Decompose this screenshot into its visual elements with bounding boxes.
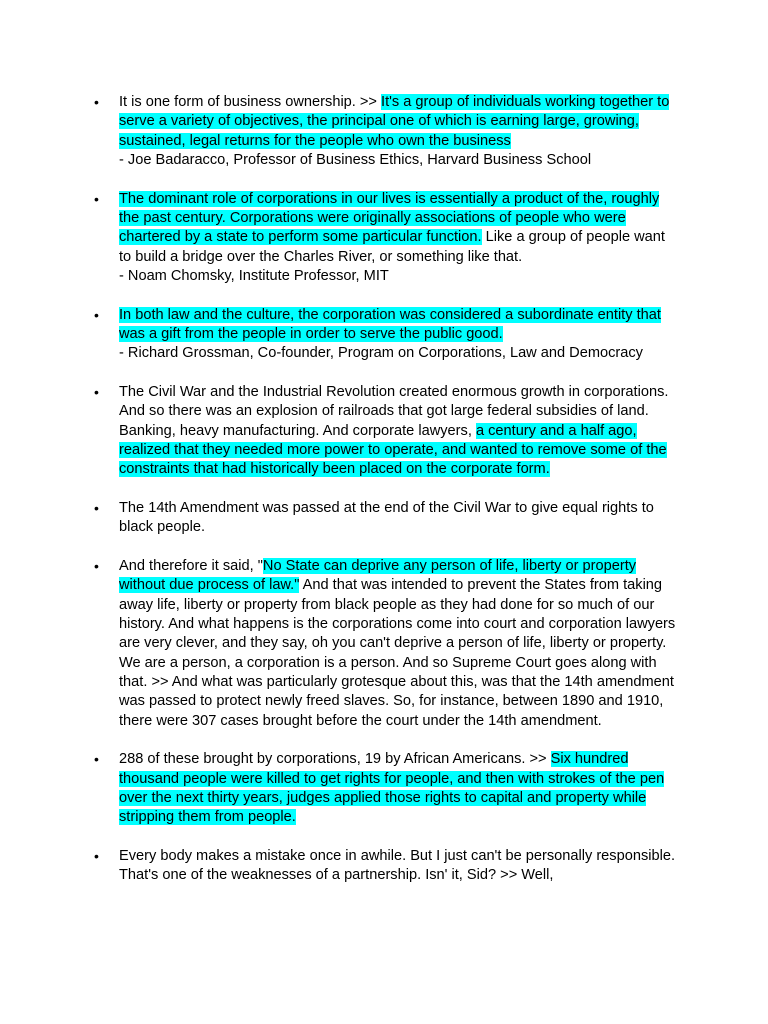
- list-item: [0, 190, 768, 286]
- highlighted-text: No State can deprive any person of life, liberty or property without due process of law.": [119, 558, 637, 594]
- list-item: [0, 750, 768, 827]
- bullet-icon: •: [94, 384, 99, 401]
- body-text: The 14th Amendment was passed at the end of the Civil War to give equal rights to black people.: [119, 500, 654, 536]
- body-text: And that was intended to prevent the States from taking away life, liberty or property from black people as they had done for so much of our history. And what happens is the corporations come into court and corporation lawyers are very clever, and they say, oh you can't deprive a person of life, liberty or property. We are a person, a corporation is a person. And so Supreme Court goes along with that. >> And what was particularly grotesque about this, was that the 14th amendment was passed to protect newly freed slaves. So, for instance, between 1890 and 1910, there were 307 cases brought before the court under the 14th amendment.: [119, 577, 676, 729]
- body-text: - Richard Grossman, Co-founder, Program on Corporations, Law and Democracy: [119, 345, 643, 362]
- list-item: [0, 557, 768, 731]
- body-text: - Noam Chomsky, Institute Professor, MIT: [119, 267, 389, 284]
- bullet-icon: •: [94, 94, 99, 110]
- highlighted-text: Six hundred thousand people were killed to get rights for people, and then with strokes of the pen over the next thirty years, judges applied those rights to capital and property while stripping them from people.: [119, 751, 665, 826]
- highlighted-text: It's a group of individuals working together to serve a variety of objectives, the principal one of which is earning large, growing, sustained, legal returns for the people who own the business: [119, 94, 670, 149]
- body-text: Like a group of people want to build a bridge over the Charles River, or something like that.: [119, 229, 665, 265]
- bullet-icon: •: [94, 306, 99, 323]
- body-text: Every body makes a mistake once in awhile. But I just can't be personally responsible. That's one of the weaknesses of a partnership. Isn' it, Sid? >> Well,: [119, 848, 676, 884]
- highlighted-text: In both law and the culture, the corporation was considered a subordinate entity that was a gift from the people in order to serve the public good.: [119, 306, 661, 342]
- bullet-icon: •: [94, 500, 99, 517]
- list-item: [0, 847, 768, 886]
- bullet-icon: •: [94, 190, 99, 207]
- highlighted-text: The dominant role of corporations in our lives is essentially a product of the, roughly the past century. Corporations were originally associations of people who were chartered by a state to perform some particular function.: [119, 190, 660, 246]
- body-text: The Civil War and the Industrial Revolution created enormous growth in corporations. And so there was an explosion of railroads that got large federal subsidies of land. Banking, heavy manufacturing. And corporate lawyers,: [119, 384, 669, 439]
- body-text: - Joe Badaracco, Professor of Business Ethics, Harvard Business School: [119, 151, 592, 168]
- body-text: 288 of these brought by corporations, 19 by African Americans. >>: [119, 751, 551, 768]
- body-text: And therefore it said, ": [119, 558, 263, 575]
- bullet-icon: •: [94, 558, 99, 575]
- bullet-icon: •: [94, 848, 99, 864]
- list-item: [0, 93, 768, 170]
- highlighted-text: a century and a half ago, realized that they needed more power to operate, and wanted to remove some of the constraints that had historically been placed on the corporate form.: [119, 422, 667, 478]
- list-item: [0, 306, 768, 364]
- bullet-icon: •: [94, 751, 99, 768]
- body-text: It is one form of business ownership. >>: [119, 94, 382, 110]
- bullet-list: [0, 93, 768, 905]
- list-item: [0, 499, 768, 538]
- list-item: [0, 383, 768, 479]
